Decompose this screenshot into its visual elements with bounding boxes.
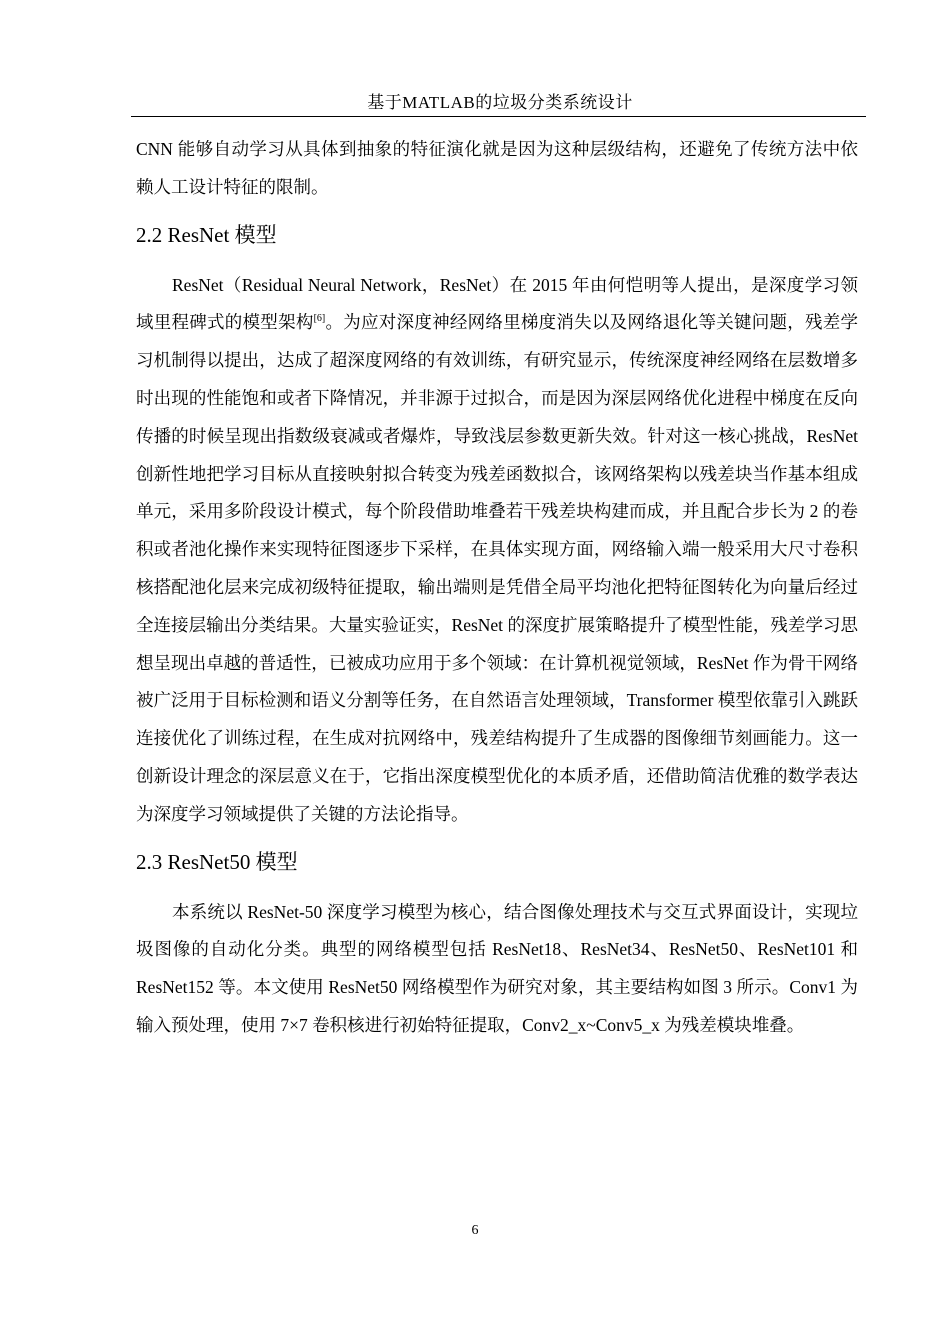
resnet-paragraph-text-a: ResNet（Residual Neural Network，ResNet）在 2015 年由何恺明等人提出，是深度学习领域里程碑式的模型架构 bbox=[136, 274, 858, 333]
intro-continuation-paragraph: CNN 能够自动学习从具体到抽象的特征演化就是因为这种层级结构，还避免了传统方法中依赖人工设计特征的限制。 bbox=[136, 139, 858, 197]
header-divider bbox=[131, 116, 866, 117]
page-number: 6 bbox=[471, 1223, 479, 1238]
resnet-paragraph-text-b: 。为应对深度神经网络里梯度消失以及网络退化等关键问题，残差学习机制得以提出，达成了超深度网络的有效训练，有研究显示，传统深度神经网络在层数增多时出现的性能饱和或者下降情况，并非源于过拟合，而是因为深层网络优化进程中梯度在反向传播的时候呈现出指数级衰减或者爆炸，导致浅层参数更新失效。针对这一核心挑战，ResNet 创新性地把学习目标从直接映射拟合转变为残差函数拟合，该网络架构以残差块当作基本组成单元，采用多阶段设计模式，每个阶段借助堆叠若干残差块构建而成，并且配合步长为 2 的卷积或者池化操作来实现特征图逐步下采样，在具体实现方面，网络输入端一般采用大尺寸卷积核搭配池化层来完成初级特征提取，输出端则是凭借全局平均池化把特征图转化为向量后经过全连接层输出分类结果。大量实验证实，ResNet 的深度扩展策略提升了模型性能，残差学习思想呈现出卓越的普适性，已被成功应用于多个领域：在计算机视觉领域，ResNet 作为骨干网络被广泛用于目标检测和语义分割等任务，在自然语言处理领域，Transformer 模型依靠引入跳跃连接优化了训练过程，在生成对抗网络中，残差结构提升了生成器的图像细节刻画能力。这一创新设计理念的深层意义在于，它指出深度模型优化的本质矛盾，还借助简洁优雅的数学表达为深度学习领域提供了关键的方法论指导。 bbox=[136, 312, 859, 824]
document-body bbox=[136, 131, 858, 1045]
section-heading-2-3: 2.3 ResNet50 模型 bbox=[136, 849, 298, 874]
section-heading-2-2: 2.2 ResNet 模型 bbox=[136, 222, 277, 247]
resnet50-paragraph: 本系统以 ResNet-50 深度学习模型为核心，结合图像处理技术与交互式界面设计，实现垃圾图像的自动化分类。典型的网络模型包括 ResNet18、ResNet34、ResNet50、ResNet101 和 ResNet152 等。本文使用 ResNet50 网络模型作为研究对象，其主要结构如图 3 所示。Conv1 为输入预处理，使用 7×7 卷积核进行初始特征提取，Conv2_x~Conv5_x 为残差模块堆叠。 bbox=[136, 901, 858, 1035]
running-header: 基于MATLAB的垃圾分类系统设计 bbox=[367, 93, 633, 112]
citation-reference[interactable]: [6] bbox=[313, 313, 326, 325]
resnet-paragraph bbox=[136, 267, 858, 834]
